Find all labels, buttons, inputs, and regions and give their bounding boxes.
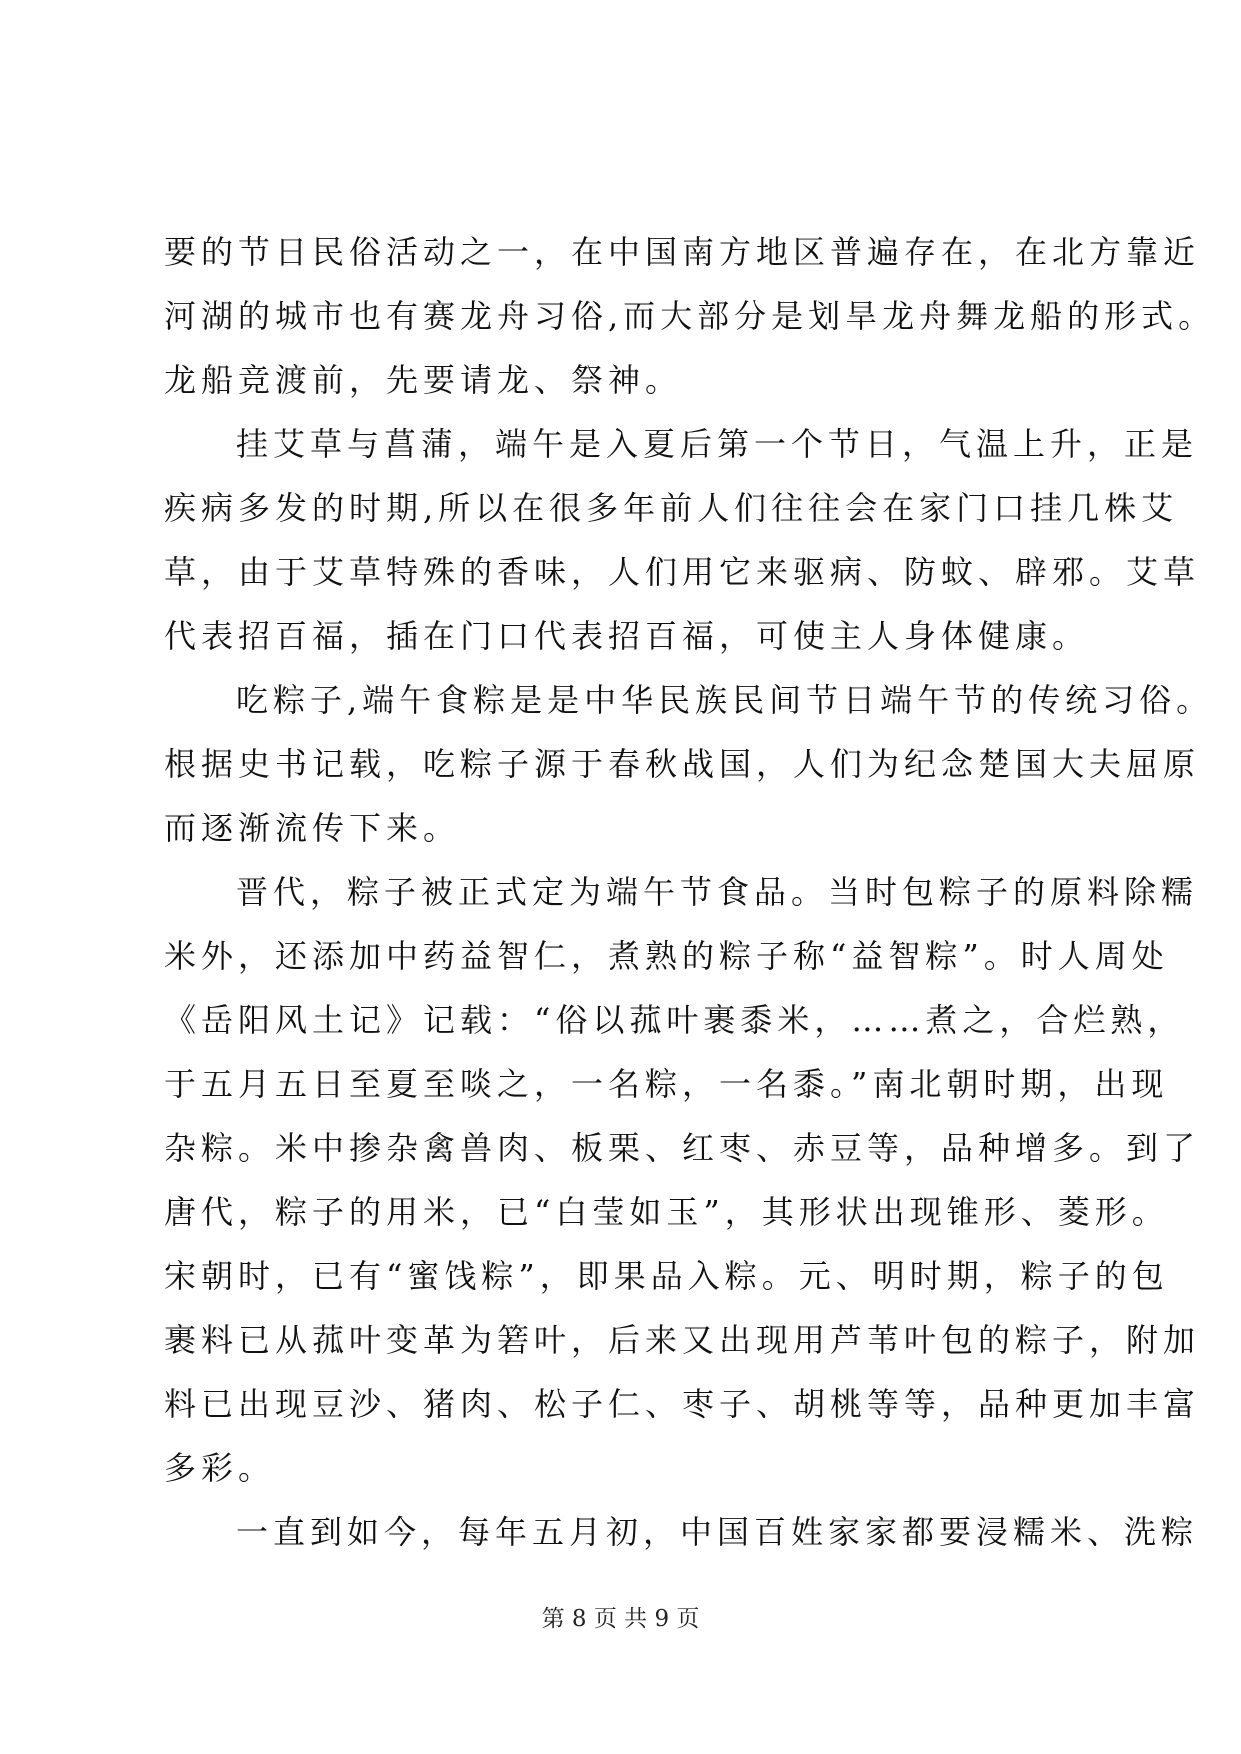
text-line: 吃粽子,端午食粽是是中华民族民间节日端午节的传统习俗。 [236,681,1214,719]
text-line: 于五月五日至夏至啖之，一名粽，一名黍。”南北朝时期，出现 [164,1065,1169,1103]
text-line: 裹料已从菰叶变革为箬叶，后来又出现用芦苇叶包的粽子，附加 [164,1321,1201,1359]
body-text [164,220,1216,1564]
text-line: 宋朝时，已有“蜜饯粽”，即果品入粽。元、明时期，粽子的包 [164,1257,1169,1295]
paragraph [164,668,1214,860]
text-line: 晋代，粽子被正式定为端午节食品。当时包粽子的原料除糯 [236,873,1199,911]
text-line: 杂粽。米中掺杂禽兽肉、板栗、红枣、赤豆等，品种增多。到了 [164,1129,1201,1167]
text-line: 龙船竞渡前，先要请龙、祭神。 [164,361,683,399]
text-line: 代表招百福，插在门口代表招百福，可使主人身体健康。 [164,617,1090,655]
text-line: 《岳阳风土记》记载：“俗以菰叶裹黍米，……煮之，合烂熟， [164,1001,1185,1039]
text-line: 多彩。 [164,1449,276,1487]
paragraph [164,220,1216,412]
text-line: 而逐渐流传下来。 [164,809,461,847]
text-line: 根据史书记载，吃粽子源于春秋战国，人们为纪念楚国大夫屈原 [164,745,1201,783]
text-line: 疾病多发的时期,所以在很多年前人们往往会在家门口挂几株艾 [164,489,1179,527]
text-line: 河湖的城市也有赛龙舟习俗,而大部分是划旱龙舟舞龙船的形式。 [164,297,1216,335]
text-line: 挂艾草与菖蒲，端午是入夏后第一个节日，气温上升，正是 [236,425,1199,463]
page-footer: 第 8 页 共 9 页 [541,1606,700,1632]
paragraph [164,1500,1199,1564]
text-line: 一直到如今，每年五月初，中国百姓家家都要浸糯米、洗粽 [236,1513,1199,1551]
text-line: 米外，还添加中药益智仁，煮熟的粽子称“益智粽”。时人周处 [164,937,1169,975]
text-line: 料已出现豆沙、猪肉、松子仁、枣子、胡桃等等，品种更加丰富 [164,1385,1201,1423]
paragraph [164,412,1201,668]
text-line: 草，由于艾草特殊的香味，人们用它来驱病、防蚊、辟邪。艾草 [164,553,1201,591]
text-line: 要的节日民俗活动之一，在中国南方地区普遍存在，在北方靠近 [164,233,1201,271]
paragraph [164,860,1201,1500]
text-line: 唐代，粽子的用米，已“白莹如玉”，其形状出现锥形、菱形。 [164,1193,1169,1231]
